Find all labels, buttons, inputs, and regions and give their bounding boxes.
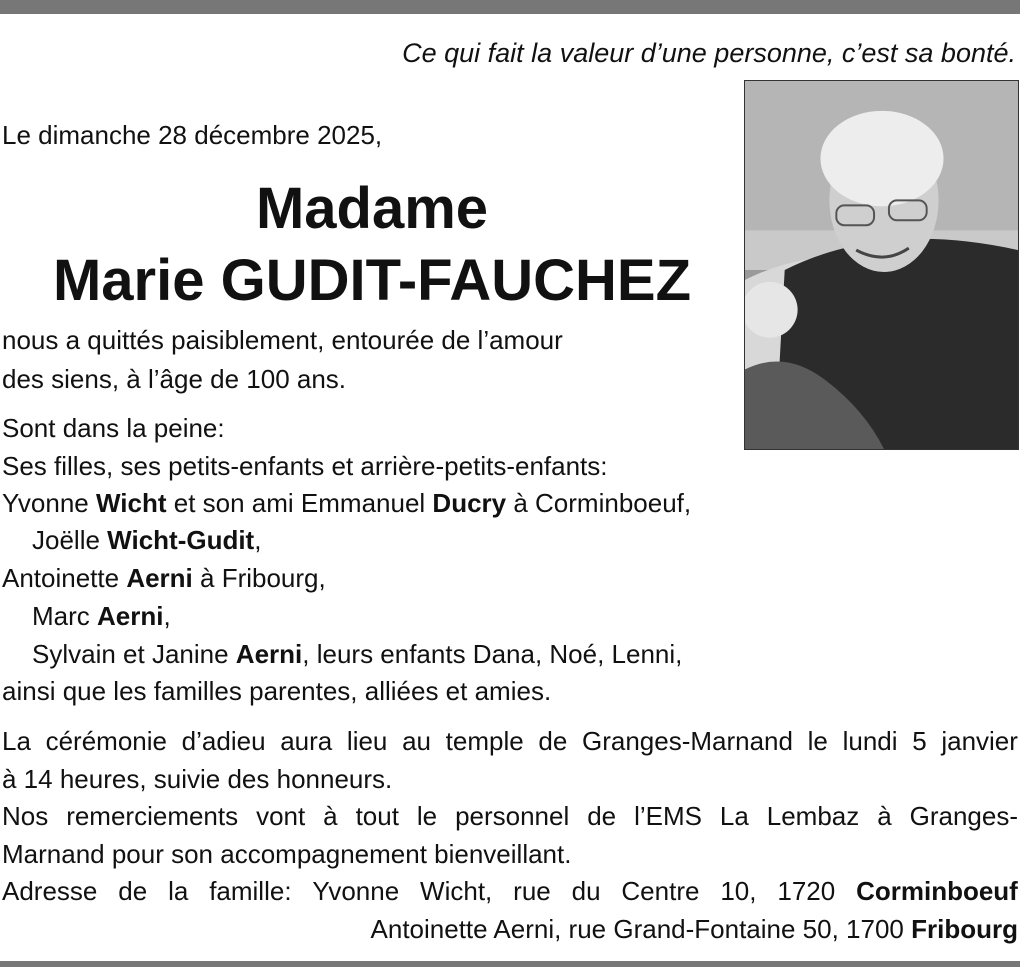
family-line-2: Joëlle Wicht-Gudit, xyxy=(32,525,262,555)
word: lundi xyxy=(842,726,898,756)
word: Yvonne xyxy=(312,876,400,906)
word: Adresse xyxy=(2,876,98,906)
family-line-3: Antoinette Aerni à Fribourg, xyxy=(2,563,326,593)
word: aura xyxy=(280,726,333,756)
address-line-2: Antoinette Aerni, rue Grand-Fontaine 50, 1700 Fribourg xyxy=(370,914,1018,944)
family-line-1: Yvonne Wicht et son ami Emmanuel Ducry à Corminboeuf, xyxy=(2,488,692,518)
intro-line-2: des siens, à l’âge de 100 ans. xyxy=(2,364,347,394)
word: rue xyxy=(513,876,551,906)
word: le xyxy=(807,726,828,756)
word: Nos xyxy=(2,801,49,831)
word: d’adieu xyxy=(181,726,266,756)
word: temple xyxy=(445,726,524,756)
word: vont xyxy=(256,801,306,831)
word: de xyxy=(118,876,148,906)
portrait-photo xyxy=(744,80,1019,450)
word: Wicht, xyxy=(420,876,493,906)
address-city: Corminboeuf xyxy=(856,876,1018,906)
word: tout xyxy=(355,801,399,831)
word: à xyxy=(323,801,338,831)
word: famille: xyxy=(209,876,292,906)
date-line: Le dimanche 28 décembre 2025, xyxy=(2,120,383,150)
thanks-line-2: Marnand pour son accompagnement bienveillant. xyxy=(2,839,572,869)
deceased-title: Madame xyxy=(255,176,489,241)
word: cérémonie xyxy=(45,726,167,756)
word: le xyxy=(416,801,438,831)
word: remerciements xyxy=(66,801,239,831)
word: La xyxy=(719,801,749,831)
word: à xyxy=(877,801,892,831)
word: du xyxy=(571,876,601,906)
word: de xyxy=(538,726,568,756)
address-line-1 xyxy=(2,872,1018,910)
word: personnel xyxy=(455,801,570,831)
word: 1720 xyxy=(777,876,836,906)
word: lieu xyxy=(346,726,388,756)
word: Granges- xyxy=(909,801,1018,831)
ceremony-line-2: à 14 heures, suivie des honneurs. xyxy=(2,764,393,794)
word: au xyxy=(402,726,431,756)
word: janvier xyxy=(941,726,1018,756)
family-closing: ainsi que les familles parentes, alliées et amies. xyxy=(2,676,552,706)
epigraph-quote: Ce qui fait la valeur d’une personne, c’est sa bonté. xyxy=(402,38,1016,68)
bottom-rule xyxy=(0,961,1020,967)
top-rule xyxy=(0,0,1020,14)
word: la xyxy=(168,876,189,906)
intro-line-1: nous a quittés paisiblement, entourée de l’amour xyxy=(2,325,563,355)
family-subheading: Ses filles, ses petits-enfants et arrière-petits-enfants: xyxy=(2,451,608,481)
word: 5 xyxy=(912,726,927,756)
deceased-name: Marie GUDIT-FAUCHEZ xyxy=(52,248,692,313)
family-line-5: Sylvain et Janine Aerni, leurs enfants Dana, Noé, Lenni, xyxy=(32,639,683,669)
word: de xyxy=(587,801,617,831)
word: l’EMS xyxy=(634,801,702,831)
word: Lembaz xyxy=(766,801,860,831)
word: Centre xyxy=(621,876,700,906)
family-line-4: Marc Aerni, xyxy=(32,601,171,631)
ceremony-line-1 xyxy=(2,722,1018,760)
family-heading: Sont dans la peine: xyxy=(2,413,225,443)
word: La xyxy=(2,726,31,756)
thanks-line-1 xyxy=(2,797,1018,835)
word: Granges-Marnand xyxy=(581,726,793,756)
word: 10, xyxy=(720,876,757,906)
